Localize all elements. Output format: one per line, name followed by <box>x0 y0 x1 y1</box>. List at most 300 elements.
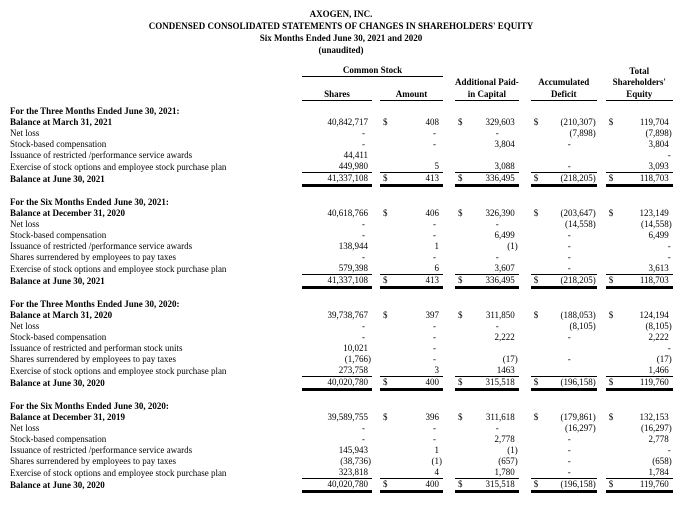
equity-statement-table <box>8 63 673 491</box>
cell-deficit <box>531 161 597 173</box>
cell-apic <box>455 219 519 230</box>
unaudited-note: (unaudited) <box>318 45 364 55</box>
column-gap <box>372 377 380 389</box>
cell-total <box>606 456 673 467</box>
cell-value: 10,021 <box>343 343 368 353</box>
column-gap <box>372 321 380 332</box>
row-label: Shares surrendered by employees to pay taxes <box>10 354 176 364</box>
cell-total <box>606 377 673 389</box>
cell-value: 311,850 <box>485 310 515 320</box>
column-gap <box>443 343 455 354</box>
cell-value: - <box>667 343 671 353</box>
cell-value: (1) <box>507 445 518 455</box>
column-gap <box>519 252 531 263</box>
cell-value: - <box>567 263 571 273</box>
cell-value: 1 <box>434 445 439 455</box>
apic-header-line1: Additional Paid- <box>455 77 519 87</box>
column-gap <box>519 467 531 479</box>
cell-apic <box>455 434 519 445</box>
column-gap <box>597 365 606 377</box>
cell-value: 1,780 <box>494 467 515 477</box>
cell-amount <box>380 252 443 263</box>
cell-value: - <box>667 445 671 455</box>
dollar-sign: $ <box>383 117 388 127</box>
cell-apic <box>455 252 519 263</box>
cell-deficit <box>531 365 597 377</box>
cell-deficit <box>531 275 597 287</box>
cell-value: (658) <box>652 456 672 466</box>
row-label: Net loss <box>10 219 40 229</box>
cell-value: 119,760 <box>639 479 669 489</box>
row-label: Stock-based compensation <box>10 139 107 149</box>
cell-value: - <box>362 423 365 433</box>
column-gap <box>443 412 455 423</box>
cell-shares <box>302 150 372 161</box>
header-row-2 <box>8 77 673 89</box>
column-gap <box>519 423 531 434</box>
cell-value: - <box>433 423 436 433</box>
cell-total <box>606 208 673 219</box>
row-label: Balance at December 31, 2019 <box>10 412 126 422</box>
column-gap <box>372 252 380 263</box>
cell-value: 1,466 <box>648 365 669 375</box>
row-label: Balance at June 30, 2021 <box>10 275 105 286</box>
row-label: Shares surrendered by employees to pay taxes <box>10 456 176 466</box>
statement-title: CONDENSED CONSOLIDATED STATEMENTS OF CHANGES IN SHAREHOLDERS' EQUITY <box>148 21 534 31</box>
row-label: Net loss <box>10 321 40 331</box>
column-gap <box>443 117 455 128</box>
table-row <box>8 150 673 161</box>
dollar-sign: $ <box>533 412 539 422</box>
cell-value: (16,297) <box>641 423 672 433</box>
section-spacer <box>8 185 673 198</box>
cell-total <box>606 219 673 230</box>
cell-value: 41,337,108 <box>327 173 368 183</box>
cell-shares <box>302 343 372 354</box>
column-gap <box>519 343 531 354</box>
row-label: Issuance of restricted /performance service awards <box>10 150 193 160</box>
column-gap <box>597 161 606 173</box>
statement-rows <box>8 101 673 491</box>
cell-apic <box>455 343 519 354</box>
cell-value: 6,499 <box>648 230 669 240</box>
cell-shares <box>302 252 372 263</box>
cell-total <box>606 150 673 161</box>
column-gap <box>443 377 455 389</box>
table-row <box>8 230 673 241</box>
cell-value: 323,818 <box>338 467 368 477</box>
table-row <box>8 354 673 365</box>
column-gap <box>597 219 606 230</box>
cell-value: (210,307) <box>560 117 596 127</box>
dollar-sign: $ <box>383 377 388 387</box>
table-row <box>8 263 673 275</box>
cell-value: - <box>667 252 671 262</box>
row-label: Stock-based compensation <box>10 332 107 342</box>
cell-amount <box>380 173 443 185</box>
cell-apic <box>455 423 519 434</box>
column-gap <box>372 343 380 354</box>
cell-shares <box>302 117 372 128</box>
column-gap <box>519 117 531 128</box>
cell-deficit <box>531 332 597 343</box>
column-gap <box>519 310 531 321</box>
cell-value: 311,618 <box>485 412 515 422</box>
cell-value: 40,020,780 <box>327 377 368 387</box>
cell-value: 400 <box>425 377 439 387</box>
dollar-sign: $ <box>608 377 614 387</box>
cell-deficit <box>531 252 597 263</box>
cell-value: - <box>362 321 365 331</box>
cell-value: 118,703 <box>639 275 669 285</box>
column-gap <box>372 434 380 445</box>
table-row <box>8 139 673 150</box>
cell-value: - <box>567 434 571 444</box>
cell-deficit <box>531 139 597 150</box>
cell-shares <box>302 456 372 467</box>
cell-apic <box>455 412 519 423</box>
cell-total <box>606 467 673 479</box>
column-gap <box>443 445 455 456</box>
row-label: Issuance of restricted /performance service awards <box>10 241 193 251</box>
cell-shares <box>302 230 372 241</box>
column-gap <box>597 173 606 185</box>
row-label: Exercise of stock options and employee stock purchase plan <box>10 263 227 274</box>
cell-value: (14,558) <box>641 219 672 229</box>
cell-value: 6 <box>434 263 439 273</box>
cell-apic <box>455 173 519 185</box>
cell-value: 413 <box>425 275 439 285</box>
table-row <box>8 343 673 354</box>
column-gap <box>597 275 606 287</box>
cell-apic <box>455 479 519 491</box>
column-gap <box>443 332 455 343</box>
cell-apic <box>455 117 519 128</box>
table-row <box>8 377 673 389</box>
cell-shares <box>302 377 372 389</box>
cell-deficit <box>531 117 597 128</box>
column-gap <box>597 310 606 321</box>
cell-apic <box>455 456 519 467</box>
row-label: Issuance of restricted /performance service awards <box>10 445 193 455</box>
dollar-sign: $ <box>458 173 463 183</box>
cell-shares <box>302 434 372 445</box>
cell-shares <box>302 467 372 479</box>
cell-value: - <box>495 252 499 262</box>
cell-shares <box>302 445 372 456</box>
column-gap <box>519 365 531 377</box>
cell-amount <box>380 332 443 343</box>
column-gap <box>372 230 380 241</box>
cell-value: (8,105) <box>569 321 596 331</box>
cell-deficit <box>531 208 597 219</box>
column-gap <box>443 423 455 434</box>
cell-value: - <box>362 252 365 262</box>
cell-amount <box>380 377 443 389</box>
cell-deficit <box>531 128 597 139</box>
section-header: For the Six Months Ended June 30, 2021: <box>10 197 169 207</box>
cell-value: 145,943 <box>338 445 368 455</box>
cell-apic <box>455 241 519 252</box>
cell-value: (188,053) <box>560 310 596 320</box>
row-label: Net loss <box>10 423 40 433</box>
cell-value: 39,738,767 <box>327 310 368 320</box>
column-gap <box>443 241 455 252</box>
cell-value: 397 <box>425 310 439 320</box>
cell-amount <box>380 479 443 491</box>
column-gap <box>519 230 531 241</box>
cell-value: (218,205) <box>560 275 596 285</box>
cell-apic <box>455 332 519 343</box>
column-gap <box>519 128 531 139</box>
dollar-sign: $ <box>608 412 614 422</box>
dollar-sign: $ <box>608 173 614 183</box>
cell-value: 2,778 <box>494 434 515 444</box>
column-gap <box>519 321 531 332</box>
cell-value: (16,297) <box>565 423 596 433</box>
column-gap <box>443 150 455 161</box>
statement-title-block <box>0 0 682 56</box>
cell-apic <box>455 445 519 456</box>
cell-value: (38,736) <box>340 456 371 466</box>
cell-total <box>606 321 673 332</box>
column-gap <box>597 332 606 343</box>
cell-value: - <box>567 445 571 455</box>
column-gap <box>372 150 380 161</box>
column-gap <box>597 343 606 354</box>
cell-amount <box>380 321 443 332</box>
column-gap <box>372 332 380 343</box>
cell-apic <box>455 310 519 321</box>
table-row <box>8 423 673 434</box>
cell-apic <box>455 161 519 173</box>
dollar-sign: $ <box>608 117 614 127</box>
column-gap <box>372 161 380 173</box>
cell-shares <box>302 479 372 491</box>
row-label: Exercise of stock options and employee stock purchase plan <box>10 467 227 478</box>
table-row <box>8 252 673 263</box>
column-gap <box>372 241 380 252</box>
row-label: Balance at March 31, 2021 <box>10 117 113 127</box>
cell-value: - <box>433 343 436 353</box>
cell-value: (218,205) <box>560 173 596 183</box>
column-gap <box>443 263 455 275</box>
cell-shares <box>302 173 372 185</box>
cell-value: 4 <box>434 467 439 477</box>
column-gap <box>372 412 380 423</box>
dollar-sign: $ <box>458 208 463 218</box>
cell-shares <box>302 310 372 321</box>
cell-value: - <box>433 354 436 364</box>
cell-shares <box>302 208 372 219</box>
column-gap <box>597 412 606 423</box>
dollar-sign: $ <box>383 412 388 422</box>
cell-value: 3,607 <box>494 263 515 273</box>
cell-deficit <box>531 412 597 423</box>
dollar-sign: $ <box>608 275 614 285</box>
header-row-3 <box>8 88 673 101</box>
apic-header-line2: in Capital <box>455 88 519 101</box>
column-gap <box>519 263 531 275</box>
column-gap <box>443 310 455 321</box>
cell-value: 124,194 <box>639 310 669 320</box>
dollar-sign: $ <box>458 377 463 387</box>
table-row <box>8 208 673 219</box>
cell-value: 329,603 <box>485 117 515 127</box>
column-gap <box>597 434 606 445</box>
column-gap <box>597 263 606 275</box>
cell-value: 336,495 <box>485 275 515 285</box>
cell-value: 3 <box>434 365 439 375</box>
cell-value: - <box>433 128 436 138</box>
cell-amount <box>380 456 443 467</box>
column-gap <box>372 423 380 434</box>
column-gap <box>372 467 380 479</box>
dollar-sign: $ <box>383 208 388 218</box>
column-gap <box>597 467 606 479</box>
dollar-sign: $ <box>458 412 463 422</box>
dollar-sign: $ <box>383 173 388 183</box>
cell-value: - <box>667 150 671 160</box>
column-gap <box>443 219 455 230</box>
row-label: Exercise of stock options and employee stock purchase plan <box>10 161 227 172</box>
dollar-sign: $ <box>533 173 539 183</box>
column-gap <box>519 434 531 445</box>
cell-apic <box>455 230 519 241</box>
cell-shares <box>302 354 372 365</box>
dollar-sign: $ <box>383 310 388 320</box>
column-gap <box>519 354 531 365</box>
cell-value: 315,518 <box>485 377 515 387</box>
section-spacer <box>8 287 673 300</box>
cell-amount <box>380 412 443 423</box>
column-gap <box>372 263 380 275</box>
table-row <box>8 434 673 445</box>
cell-value: - <box>567 139 571 149</box>
cell-value: 579,398 <box>338 263 368 273</box>
cell-total <box>606 230 673 241</box>
row-label: Net loss <box>10 128 40 138</box>
common-stock-header: Common Stock <box>302 63 443 77</box>
column-gap <box>597 117 606 128</box>
table-row <box>8 445 673 456</box>
table-row <box>8 128 673 139</box>
cell-shares <box>302 241 372 252</box>
column-gap <box>597 377 606 389</box>
cell-total <box>606 161 673 173</box>
column-gap <box>443 161 455 173</box>
cell-value: - <box>362 230 365 240</box>
cell-shares <box>302 263 372 275</box>
column-gap <box>519 445 531 456</box>
cell-value: 406 <box>425 208 439 218</box>
column-gap <box>443 252 455 263</box>
cell-deficit <box>531 173 597 185</box>
cell-deficit <box>531 150 597 161</box>
table-row <box>8 117 673 128</box>
cell-amount <box>380 467 443 479</box>
table-row <box>8 219 673 230</box>
cell-value: 1463 <box>496 365 515 375</box>
column-gap <box>597 456 606 467</box>
total-header-line3: Equity <box>606 88 673 101</box>
cell-value: - <box>567 161 571 171</box>
column-gap <box>372 365 380 377</box>
cell-value: 396 <box>425 412 439 422</box>
cell-deficit <box>531 377 597 389</box>
cell-apic <box>455 467 519 479</box>
cell-amount <box>380 161 443 173</box>
cell-apic <box>455 321 519 332</box>
column-gap <box>443 434 455 445</box>
cell-amount <box>380 219 443 230</box>
dollar-sign: $ <box>458 275 463 285</box>
cell-amount <box>380 434 443 445</box>
dollar-sign: $ <box>533 310 539 320</box>
cell-value: 336,495 <box>485 173 515 183</box>
row-label: Stock-based compensation <box>10 434 107 444</box>
column-gap <box>372 310 380 321</box>
column-gap <box>443 479 455 491</box>
column-gap <box>597 150 606 161</box>
cell-apic <box>455 128 519 139</box>
cell-value: 3,088 <box>494 161 515 171</box>
column-gap <box>519 479 531 491</box>
cell-shares <box>302 139 372 150</box>
row-label: Balance at March 31, 2020 <box>10 310 113 320</box>
cell-shares <box>302 128 372 139</box>
dollar-sign: $ <box>533 208 539 218</box>
column-gap <box>443 208 455 219</box>
cell-total <box>606 173 673 185</box>
cell-amount <box>380 275 443 287</box>
cell-value: 3,613 <box>648 263 669 273</box>
column-gap <box>519 150 531 161</box>
row-label: Issuance of restricted and performan stock units <box>10 343 183 353</box>
amount-column-header: Amount <box>380 88 443 101</box>
cell-value: - <box>567 354 571 364</box>
cell-value: - <box>362 219 365 229</box>
table-row <box>8 161 673 173</box>
cell-value: - <box>567 332 571 342</box>
cell-amount <box>380 150 443 161</box>
column-gap <box>443 275 455 287</box>
cell-value: - <box>567 467 571 477</box>
cell-total <box>606 365 673 377</box>
cell-deficit <box>531 230 597 241</box>
cell-value: - <box>433 321 436 331</box>
row-label: Balance at June 30, 2020 <box>10 479 105 490</box>
section-header-row <box>8 106 673 117</box>
cell-amount <box>380 117 443 128</box>
column-gap <box>597 208 606 219</box>
table-row <box>8 173 673 185</box>
cell-apic <box>455 208 519 219</box>
cell-total <box>606 128 673 139</box>
cell-value: - <box>567 241 571 251</box>
accumulated-deficit-header-line1: Accumulated <box>538 77 590 87</box>
column-gap <box>372 219 380 230</box>
cell-total <box>606 412 673 423</box>
cell-amount <box>380 263 443 275</box>
cell-shares <box>302 423 372 434</box>
cell-value: 408 <box>425 117 439 127</box>
cell-total <box>606 241 673 252</box>
column-gap <box>372 456 380 467</box>
cell-value: (196,158) <box>560 479 596 489</box>
cell-total <box>606 445 673 456</box>
cell-value: 413 <box>425 173 439 183</box>
